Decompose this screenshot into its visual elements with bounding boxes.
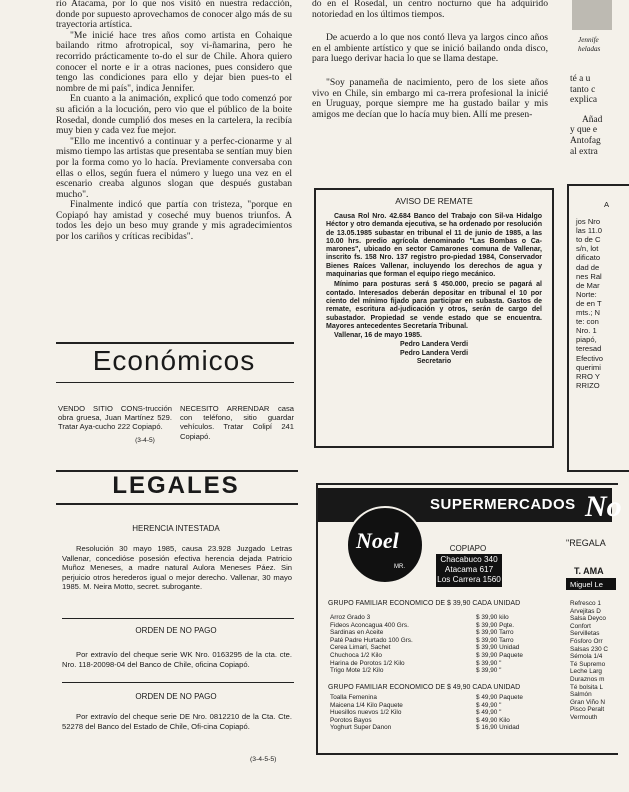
orden-no-pago-text: Por extravío del cheque serie WK Nro. 0163295 de la cta. cte. Nro. 118-20098-04 del Banco de Chile, oficina Copiapó. <box>62 650 292 669</box>
article-paragraph: "Me inicié hace tres años como artista en Cohaique bailando ritmo afrotropical, soy vi-ñamarina, pero he recorrido prácticamente to-do el sur de Chile. Ahora quiero conocer el norte e ir a otras naciones, pues considero que tengo las condiciones para ello y dejar bien pues-to el nombre de mi país", indica Jennifer. <box>56 29 292 94</box>
noel-logo-mr: MR. <box>394 564 405 570</box>
ad-code: (3-4-5-5) <box>250 756 277 763</box>
article-right-column: té a u tanto c explica Añad y que e Antofag al extra <box>570 74 603 157</box>
photo <box>572 0 612 30</box>
divider <box>56 503 298 505</box>
price-row: Maicena 1/4 Kilo Paquete $ 49,90 " <box>330 701 502 709</box>
economicos-heading: Económicos <box>92 345 256 376</box>
price-row: Salsas 230 C <box>570 645 609 653</box>
price-row: Vermouth <box>570 713 598 721</box>
price-row: Trigo Mote 1/2 Kilo $ 39,90 " <box>330 667 502 675</box>
article-middle-column <box>312 0 548 120</box>
orden-no-pago-text: Por extravío del cheque serie DE Nro. 0812210 de la Cta. Cte. 52278 del Banco del Estado de Chile, Ofi-cina Copiapó. <box>62 712 292 731</box>
price-row: Arroz Grado 3 $ 39,90 kilo <box>330 614 509 621</box>
price-group-title: GRUPO FAMILIAR ECONOMICO DE $ 39,90 CADA UNIDAD <box>328 600 521 607</box>
price-row: Refresco 1 <box>570 600 601 607</box>
noel-logo <box>346 506 424 584</box>
price-row: Huesillos nuevos 1/2 Kilo $ 49,90 " <box>330 709 502 717</box>
price-row: Sardinas en Aceite $ 39,90 Tarro <box>330 629 514 637</box>
store-name: COPIAPO <box>449 544 487 553</box>
price-row: Chuchoca 1/2 Kilo $ 39,90 Paquete <box>330 651 523 659</box>
divider <box>56 382 294 383</box>
price-row: Fideos Aconcagua 400 Grs. $ 39,90 Pqte. <box>330 621 515 629</box>
right-notice-text: A jos Nro las 11.0 to de C s/n, lot dificato dad de nes Ral de Mar Norte: de en T mts.; N te: con Nro. 1 piapó, teresad Efectivo querimi RRO Y RRIZO <box>576 200 610 390</box>
price-row: Té bolsita L <box>570 683 604 691</box>
article-paragraph: do en el Rosedal, un centro nocturno que ha adquirido notoriedad en los últimos tiempos. <box>312 0 548 20</box>
photo-caption: Jennife heladas <box>578 36 601 53</box>
promo-text: "REGALA <box>566 538 606 548</box>
herencia-title: HERENCIA INTESTADA <box>132 524 220 533</box>
aviso-remate-title: AVISO DE REMATE <box>395 196 473 206</box>
divider <box>62 618 294 619</box>
orden-no-pago-title: ORDEN DE NO PAGO <box>135 692 217 701</box>
promo-name: T. AMA <box>574 566 604 576</box>
orden-no-pago-title: ORDEN DE NO PAGO <box>135 626 217 635</box>
price-list <box>330 694 560 732</box>
price-row: Servilletas <box>570 630 600 638</box>
banner-title: SUPERMERCADOS <box>430 496 576 513</box>
price-row: Salmón <box>570 691 592 699</box>
price-row: Arvejitas D <box>570 607 601 615</box>
divider <box>62 682 294 683</box>
article-paragraph: "Soy panameña de nacimiento, pero de los siete años vivo en Chile, sin embargo mi ca-rrera profesional la inicié en Uruguay, porque siempre me ha gustado bailar y mis amigos me decían que lo hacía muy bien. Allí me presen- <box>312 76 548 120</box>
price-row: Harina de Porotos 1/2 Kilo $ 39,90 " <box>330 659 502 667</box>
aviso-remate-box <box>314 188 554 448</box>
article-left-column <box>56 0 292 243</box>
price-row: Porotos Bayos $ 49,90 Kilo <box>330 716 510 724</box>
price-row: Yoghurt Super Danon $ 16,90 Unidad <box>330 724 520 732</box>
herencia-text: Resolución 30 mayo 1985, causa 23.928 Juzgado Letras Vallenar, concedióse posesión efectiva herencia dejada Patricio Muñoz Meneses, a madre natural Aulora Meneses Páez. Sin perjuicio otros herederos igual o mejor derecho. Vallenar, 30 mayo 1985. M. Neira Motto, secret. subrogante. <box>62 544 292 592</box>
promo-sub: Miguel Le <box>570 580 603 589</box>
price-list <box>330 614 560 675</box>
price-row: Gran Viño N <box>570 698 606 706</box>
price-row: Confort <box>570 622 591 630</box>
price-row: Toalla Femenina $ 49,90 Paquete <box>330 694 523 701</box>
price-row: Cerea Limarí, Sachet $ 39,90 Unidad <box>330 644 520 652</box>
price-row: Salsa Deyco <box>570 615 606 623</box>
aviso-remate-body: Causa Rol Nro. 42.684 Banco del Trabajo con Sil-va Hidalgo Héctor y otro demanda ejecutiva, se ha ordenado por resolución de 13.05.1985 subastar en tribunal el 11 de junio de 1985, a las 10.00 hrs. predio agrícola denominado "Las Bombas o Ca-marones", ubicado en sector Camarones comuna de Vallenar, inscrito fs. 158 Nro. 137 registro pro-piedad 1984, Conservador Bienes Raíces Vallenar, incluyendo los derechos de agua y maquinarias que forman el equipo riego mecánico. Mínimo para posturas será $ 450.000, precio se pagará al contado. Interesados deberán depositar en tribunal el 10 por ciento del mínimo fijado para participar en subasta. Gastos de remate, escritura ad-judicación y otros, serán de cargo del subastador. Propiedad se vende estado que se encuentra. Mayores antecedentes Secretaría Tribunal. Vallenar, 16 de mayo 1985. Pedro Landera Verdi Pedro Landera Verdi Secretario <box>326 213 542 366</box>
price-row: Pisco Peralt <box>570 706 605 714</box>
article-paragraph: En cuanto a la animación, explicó que todo comenzó por su afición a la locución, pero vio que el público de la boite Rosedal, donde cumplió dos meses en la cartelera, la recibía muy bien y cada vez fue mejor. <box>56 93 292 137</box>
article-paragraph: "Ello me incentivó a continuar y a perfec-cionarme y al mismo tiempo las artistas que presentaba se sentían muy bien por la forma como yo lo hacía. Previamente conversaba con ellas o ellos, según fuera el número y luego una vez en el escenario creaba algunos slogan que después gustaban mucho". <box>56 135 292 200</box>
article-paragraph: Finalmente indicó que partía con tristeza, "porque en Copiapó hay amistad y coseché muy buenos triunfos. A todos les dejo un beso muy grande y mis agradecimientos por los cariños y críticas recibidas". <box>56 199 292 243</box>
store-addresses: Chacabuco 340 Atacama 617 Los Carrera 1560 <box>436 554 502 587</box>
price-row: Fósforo Orr <box>570 637 603 645</box>
banner-brand-cut: No <box>585 490 622 523</box>
price-row: Paté Padre Hurtado 100 Grs. $ 39,90 Tarro <box>330 636 514 644</box>
classified-ad: VENDO SITIO CONS-trucción obra gruesa, Juan Martínez 529. Tratar Aya-cucho 222 Copiapó. (3-4-5) <box>58 404 172 444</box>
price-row: Leche Larg <box>570 668 602 676</box>
price-group-title: GRUPO FAMILIAR ECONOMICO DE $ 49,90 CADA UNIDAD <box>328 684 521 691</box>
classified-ad: NECESITO ARRENDAR casa con teléfono, sitio guardar vehículos. Tratar Colipí 241 Copiapó. <box>180 404 294 441</box>
price-row: Té Supremo <box>570 660 606 668</box>
noel-logo-text: Noel <box>356 528 399 553</box>
price-list-right <box>570 600 612 722</box>
article-paragraph: río Atacama, por lo que nos visitó en nuestra redacción, donde por supuesto aprovechamos de conocer algo más de su trayectoria artística. <box>56 0 292 31</box>
price-row: Duraznos m <box>570 675 605 683</box>
legales-heading: LEGALES <box>112 472 240 499</box>
article-paragraph: De acuerdo a lo que nos contó lleva ya largos cinco años en el ambiente artístico y que se inició bailando onda disco, para luego derivar hacia lo que se llama destape. <box>312 32 548 65</box>
price-row: Sémola 1/4 <box>570 653 603 661</box>
